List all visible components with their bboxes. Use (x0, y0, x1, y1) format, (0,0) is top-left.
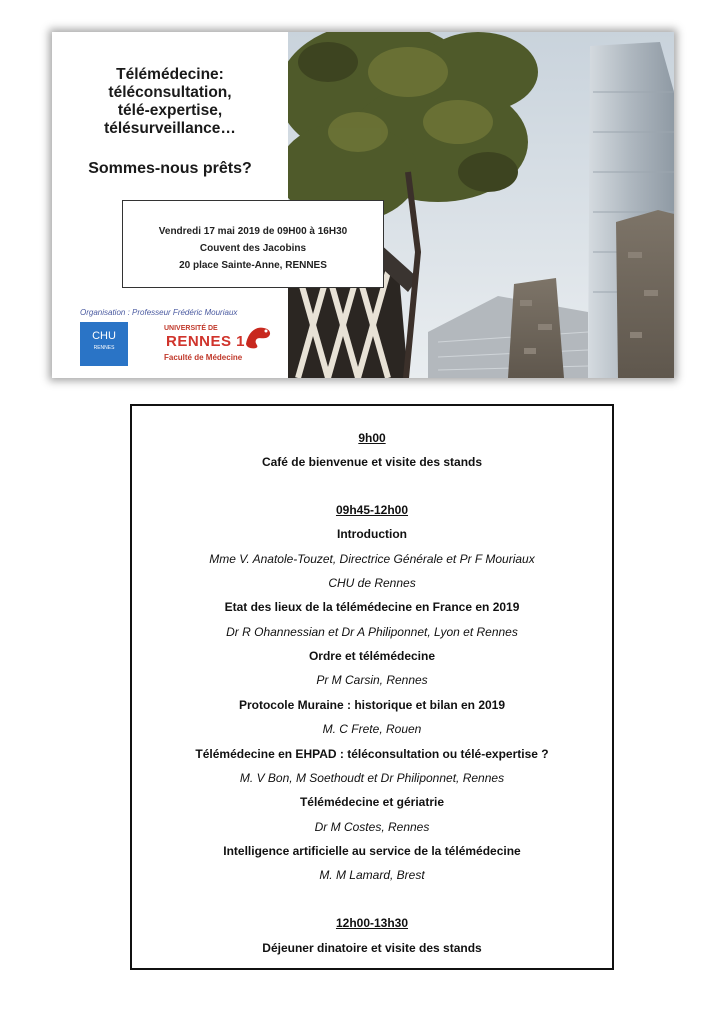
banner-title (52, 66, 288, 178)
university-logo (164, 322, 279, 368)
event-banner (52, 32, 674, 378)
program-box (130, 404, 614, 970)
program-speaker: Dr R Ohannessian et Dr A Philiponnet, Lyon et Rennes (226, 625, 518, 639)
univ-logo-name: RENNES 1 (166, 333, 246, 350)
program-item: Télémédecine et gériatrie (299, 795, 445, 809)
univ-logo-top: UNIVERSITÉ DE (164, 325, 218, 332)
univ-logo-faculty: Faculté de Médecine (164, 353, 243, 362)
program-speaker: CHU de Rennes (328, 576, 416, 590)
program-item: Protocole Muraine : historique et bilan en 2019 (238, 698, 506, 712)
event-date: Vendredi 17 mai 2019 de 09H00 à 16H30 (158, 226, 348, 237)
program-time: 9h00 (358, 431, 386, 445)
program-time: 12h00-13h30 (335, 916, 409, 930)
program-speaker: M. V Bon, M Soethoudt et Dr Philiponnet, Rennes (239, 771, 505, 785)
chu-logo-subtext: RENNES (93, 345, 115, 351)
title-line: télésurveillance… (104, 120, 236, 137)
program-time: 09h45-12h00 (335, 503, 409, 517)
event-venue: Couvent des Jacobins (199, 243, 307, 254)
title-line: Télémédecine: (116, 66, 224, 83)
program-item: Café de bienvenue et visite des stands (261, 455, 483, 469)
program-item: Introduction (337, 527, 407, 541)
title-question: Sommes-nous prêts? (88, 160, 252, 177)
program-item: Intelligence artificielle au service de la télémédecine (223, 844, 521, 858)
event-info-box (122, 200, 384, 288)
ermine-mascot-icon (242, 322, 274, 350)
program-item: Télémédecine en EHPAD : téléconsultation ou télé-expertise ? (195, 747, 549, 761)
program-item: Etat des lieux de la télémédecine en France en 2019 (224, 600, 520, 614)
program-item: Ordre et télémédecine (308, 649, 436, 663)
organisation-credit: Organisation : Professeur Frédéric Mouriaux (80, 308, 238, 317)
program-item: Déjeuner dinatoire et visite des stands (262, 941, 482, 955)
title-line: téléconsultation, (108, 84, 232, 101)
program-speaker: Pr M Carsin, Rennes (316, 673, 428, 687)
title-line: télé-expertise, (117, 102, 223, 119)
chu-logo-text: CHU (92, 330, 116, 342)
program-speaker: Mme V. Anatole-Touzet, Directrice Générale et Pr F Mouriaux (209, 552, 535, 566)
program-speaker: Dr M Costes, Rennes (314, 820, 430, 834)
chu-logo (80, 322, 128, 366)
program-speaker: M. M Lamard, Brest (319, 868, 425, 882)
program-speaker: M. C Frete, Rouen (322, 722, 422, 736)
event-address: 20 place Sainte-Anne, RENNES (179, 260, 327, 271)
